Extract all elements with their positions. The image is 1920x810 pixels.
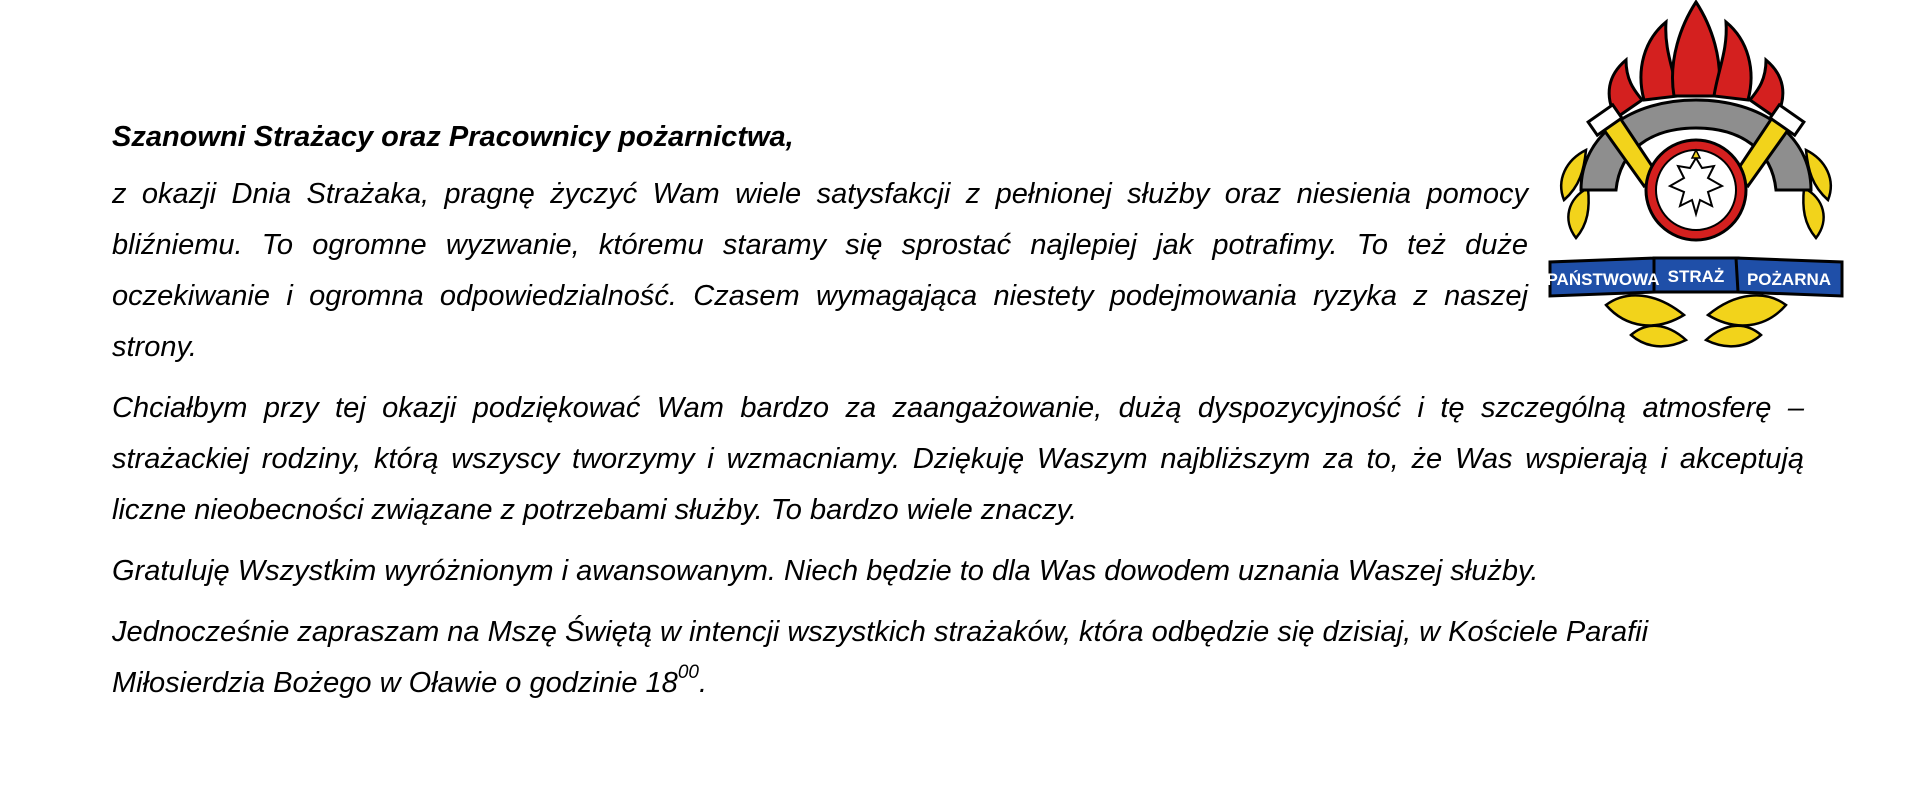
invitation-period: . [698, 667, 708, 699]
paragraph-thanks: Chciałbym przy tej okazji podziękować Wam bardzo za zaangażowanie, dużą dyspozycyjność i tę szczególną atmosferę – strażackiej rodziny, którą wszyscy tworzymy i wzmacniamy. Dziękuję Waszym najbliższym za to, że Was wspierają i akceptują liczne nieobecności związane z potrzebami służby. To bardzo wiele znaczy. [112, 392, 1804, 526]
eagle-emblem-icon [1646, 140, 1746, 240]
banner-text-right: POŻARNA [1746, 270, 1832, 289]
banner-text-left: PAŃSTWOWA [1546, 270, 1660, 289]
paragraph-wishes: z okazji Dnia Strażaka, pragnę życzyć Wam wiele satysfakcji z pełnionej służby oraz niesienia pomocy bliźniemu. To ogromne wyzwanie, któremu staramy się sprostać najlepiej jak potrafimy. To też duże oczekiwanie i ogromna odpowiedzialność. Czasem wymagająca niestety podejmowania ryzyka z naszej strony. [112, 178, 1528, 363]
fire-service-emblem [1546, 0, 1846, 365]
letter-greeting: Szanowni Strażacy oraz Pracownicy pożarnictwa, [112, 121, 794, 153]
paragraph-congratulations: Gratuluję Wszystkim wyróżnionym i awansowanym. Niech będzie to dla Was dowodem uznania Waszej służby. [112, 555, 1539, 587]
banner [1546, 258, 1842, 296]
banner-text-center: STRAŻ [1667, 267, 1725, 286]
paragraph-invitation [112, 607, 1804, 709]
invitation-text: Jednocześnie zapraszam na Mszę Świętą w intencji wszystkich strażaków, która odbędzie się dzisiaj, w Kościele Parafii Miłosierdzia Bożego w Oławie o godzinie 18 [112, 616, 1649, 699]
time-superscript: 00 [677, 662, 699, 684]
